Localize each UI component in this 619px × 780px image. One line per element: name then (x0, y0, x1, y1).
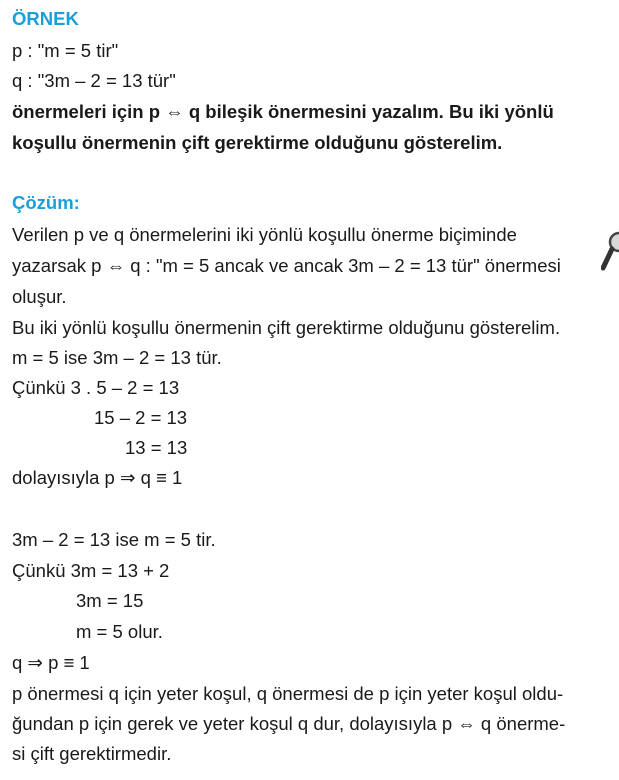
solution-line: 13 = 13 (125, 437, 188, 458)
solution-line: Bu iki yönlü koşullu önermenin çift gerektirme olduğunu gösterelim. (12, 317, 561, 338)
solution-line: p önermesi q için yeter koşul, q önermesi de p için yeter koşul oldu- (12, 683, 564, 704)
task-line-1: önermeleri için p ⇔ q bileşik önermesini yazalım. Bu iki yönlü (12, 101, 554, 122)
solution-line: oluşur. (12, 286, 67, 307)
solution-line: 3m = 15 (76, 590, 144, 611)
solution-line: q ⇒ p ≡ 1 (12, 652, 90, 673)
p-definition: p : "m = 5 tir" (12, 40, 119, 61)
solution-heading: Çözüm: (12, 192, 80, 213)
solution-line: 3m – 2 = 13 ise m = 5 tir. (12, 529, 216, 550)
solution-line: m = 5 ise 3m – 2 = 13 tür. (12, 347, 222, 368)
solution-line: Çünkü 3 . 5 – 2 = 13 (12, 377, 180, 398)
task-line-2: koşullu önermenin çift gerektirme olduğunu gösterelim. (12, 132, 503, 153)
solution-line: ğundan p için gerek ve yeter koşul q dur, dolayısıyla p ⇔ q önerme- (12, 713, 566, 734)
solution-line: m = 5 olur. (76, 621, 163, 642)
solution-line: yazarsak p ⇔ q : "m = 5 ancak ve ancak 3m – 2 = 13 tür" önermesi (12, 255, 561, 276)
solution-line: dolayısıyla p ⇒ q ≡ 1 (12, 467, 183, 488)
q-definition: q : "3m – 2 = 13 tür" (12, 70, 176, 91)
solution-line: Çünkü 3m = 13 + 2 (12, 560, 170, 581)
solution-line: 15 – 2 = 13 (94, 407, 188, 428)
solution-line: Verilen p ve q önermelerini iki yönlü koşullu önerme biçiminde (12, 224, 517, 245)
example-heading: ÖRNEK (12, 8, 79, 29)
solution-line: si çift gerektirmedir. (12, 743, 172, 764)
magnifier-icon (601, 228, 619, 282)
